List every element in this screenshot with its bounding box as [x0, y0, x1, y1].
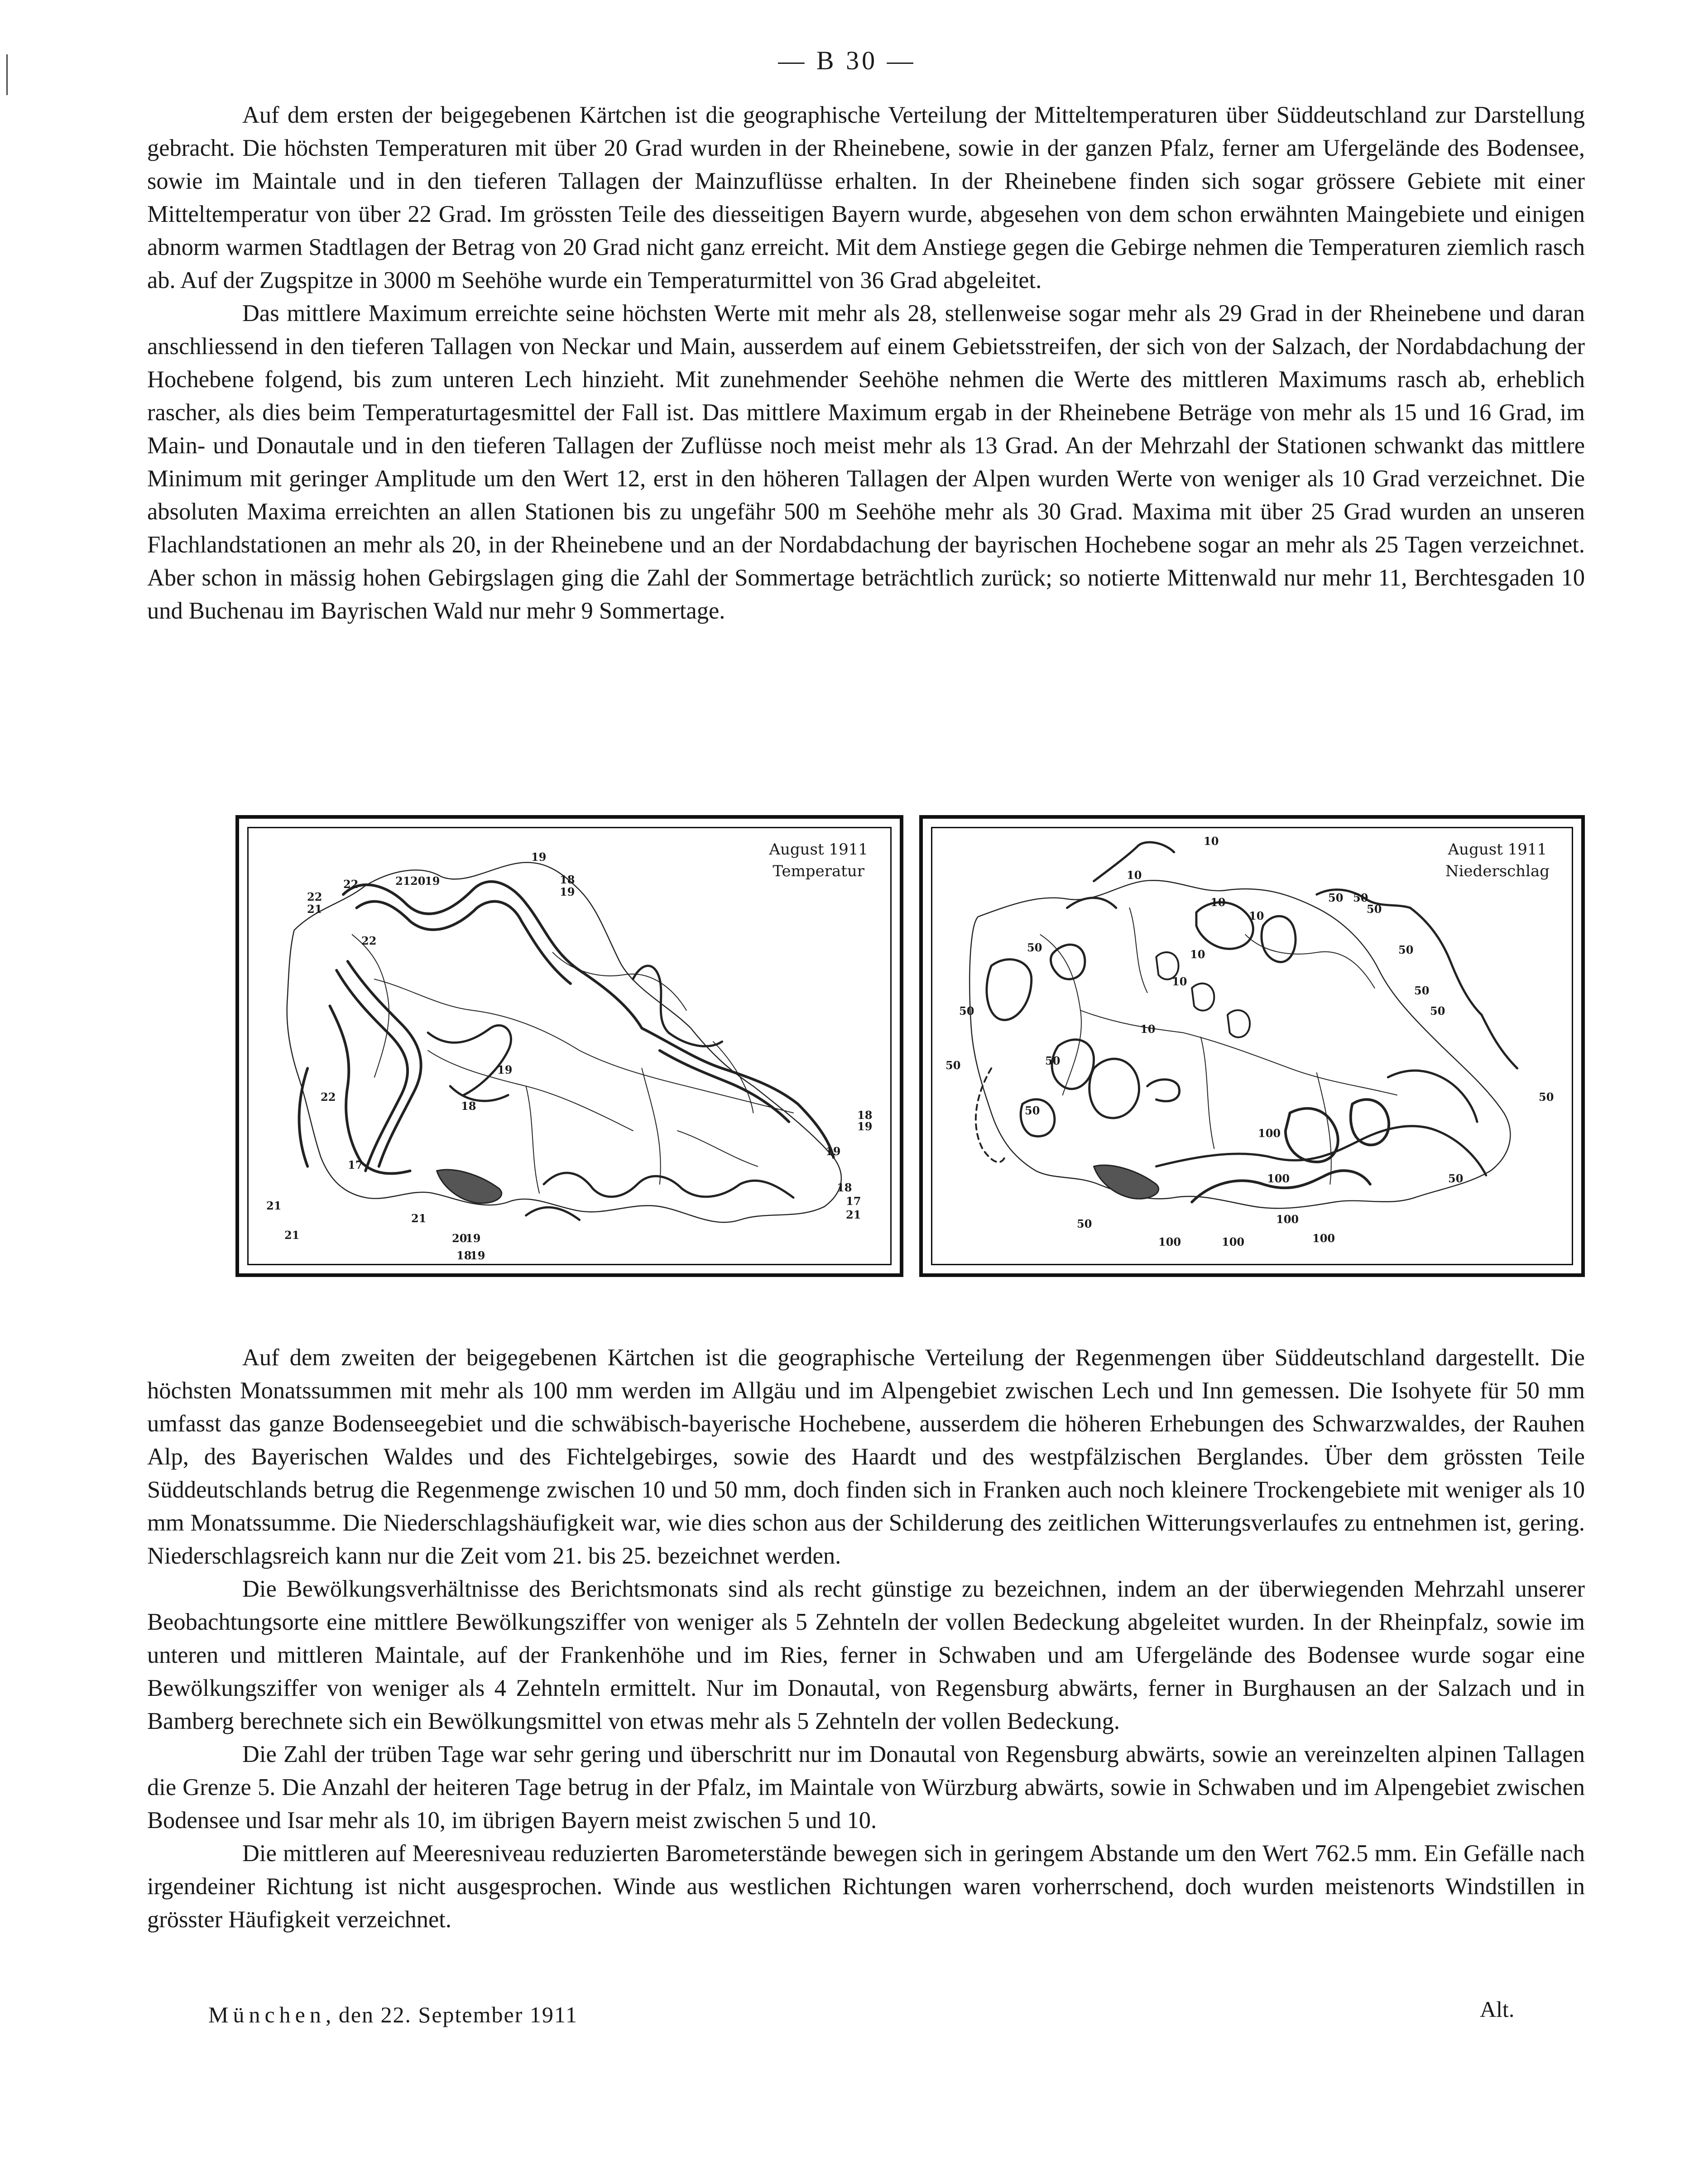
isohyet-label: 50 — [1328, 891, 1344, 904]
paragraph-precipitation: Auf dem zweiten der beigegebenen Kärtchen ist die geographische Verteilung der Regenmengen über Süddeutschland dargestellt. Die höchsten Monatssummen mit mehr als 100 mm werden im Allgäu und im Alpengebiet zwischen Lech und Inn gemessen. Die Isohyete für 50 mm umfasst das ganze Bodenseegebiet und die schwäbisch-bayerische Hochebene, ausserdem die höheren Erhebungen des Schwarzwaldes, der Rauhen Alp, des Bayerischen Waldes und des Fichtelgebirges, sowie des Haardt und des westpfälzischen Berglandes. Über dem grössten Teile Süddeutschlands betrug die Regenmenge zwischen 10 und 50 mm, doch finden sich in Franken auch noch kleinere Trockengebiete mit weniger als 10 mm Monatssumme. Die Niederschlagshäufigkeit war, wie dies schon aus der Schilderung des zeitlichen Witterungsverlaufes zu entnehmen ist, gering. Niederschlagsreich kann nur die Zeit vom 21. bis 25. bezeichnet werden. — [147, 1344, 1585, 1569]
isohyet-label: 100 — [1276, 1213, 1299, 1226]
paragraph-barometer: Die mittleren auf Meeresniveau reduzierten Barometerstände bewegen sich in geringem Abstande um den Wert 762.5 mm. Ein Gefälle nach irgendeiner Richtung ist nicht ausgesprochen. Winde aus westlichen Richtungen waren vorherrschend, doch wurden meistenorts Windstillen in grösster Häufigkeit verzeichnet. — [147, 1840, 1585, 1933]
text-section-temperature — [147, 99, 1585, 628]
isotherm-label: 19 — [497, 1063, 513, 1076]
temperature-map-title — [769, 839, 868, 882]
isohyet-label: 100 — [1158, 1235, 1181, 1248]
page-number: — B 30 — — [778, 46, 916, 75]
isohyet-label: 10 — [1204, 835, 1219, 848]
isohyet-label: 50 — [1367, 902, 1382, 916]
isotherm-label: 20 — [452, 1232, 467, 1245]
isotherm-label: 18 — [837, 1181, 852, 1194]
isotherm-label: 19 — [465, 1232, 481, 1245]
isotherm-label: 22 — [307, 890, 322, 903]
isohyet-label: 100 — [1267, 1172, 1290, 1185]
precipitation-map-title-month: August 1911 — [1448, 840, 1547, 859]
isotherm-label: 22 — [361, 934, 377, 947]
isohyet-label: 10 — [1190, 948, 1205, 961]
isotherm-label: 21 — [846, 1208, 861, 1221]
isotherm-label: 21 — [284, 1229, 300, 1242]
isohyet-label: 50 — [1077, 1217, 1092, 1230]
precipitation-map-title — [1445, 839, 1550, 882]
isotherm-label: 19 — [825, 1145, 841, 1158]
isohyet-label: 50 — [1448, 1172, 1464, 1185]
temperature-map-title-variable: Temperatur — [773, 862, 865, 880]
paragraph-maximum: Das mittlere Maximum erreichte seine höchsten Werte mit mehr als 28, stellenweise sogar mehr als 29 Grad in der Rheinebene und daran anschliessend in den tieferen Tallagen von Neckar und Main, ausserdem auf einem Gebietsstreifen, der sich von der Salzach, der Nordabdachung der Hochebene folgend, bis zum unteren Lech hinzieht. Mit zunehmender Seehöhe nehmen die Werte des mittleren Maximums rasch ab, erheblich rascher, als dies beim Temperaturtagesmittel der Fall ist. Das mittlere Maximum ergab in der Rheinebene Beträge von mehr als 15 und 16 Grad, im Main- und Donautale und in den tieferen Tallagen der Zuflüsse noch meist mehr als 13 Grad. An der Mehrzahl der Stationen schwankt das mittlere Minimum mit geringer Amplitude um den Wert 12, erst in den höheren Tallagen der Alpen wurden Werte von weniger als 10 Grad verzeichnet. Die absoluten Maxima erreichten an allen Stationen bis zu ungefähr 500 m Seehöhe mehr als 30 Grad. Maxima mit über 25 Grad wurden an unseren Flachlandstationen an mehr als 20, in der Rheinebene und an der Nordabdachung der bayrischen Hochebene sogar an mehr als 25 Tagen verzeichnet. Aber schon in mässig hohen Gebirgslagen ging die Zahl der Sommertage beträchtlich zurück; so notierte Mittenwald nur mehr 11, Berchtesgaden 10 und Buchenau im Bayrischen Wald nur mehr 9 Sommertage. — [147, 300, 1585, 624]
isotherm-label: 19 — [560, 885, 575, 898]
isohyet-label: 50 — [945, 1059, 961, 1072]
paragraph-cloudiness: Die Bewölkungsverhältnisse des Berichtsmonats sind als recht günstige zu bezeichnen, indem an der überwiegenden Mehrzahl unserer Beobachtungsorte eine mittlere Bewölkungsziffer von weniger als 5 Zehnteln der vollen Bedeckung abgeleitet wurden. In der Rheinpfalz, sowie im unteren und mittleren Maintale, auf der Frankenhöhe und im Ries, ferner in Schwaben und am Ufergelände des Bodensee wurde sogar eine Bewölkungsziffer von weniger als 4 Zehnteln ermittelt. Nur im Donautal, von Regensburg abwärts, ferner in Burghausen an der Salzach und in Bamberg berechnete sich ein Bewölkungsmittel von etwas mehr als 5 Zehnteln der vollen Bedeckung. — [147, 1576, 1585, 1734]
paragraph-cloudy-days: Die Zahl der trüben Tage war sehr gering und überschritt nur im Donautal von Regensburg abwärts, sowie an vereinzelten alpinen Tallagen die Grenze 5. Die Anzahl der heiteren Tage betrug in der Pfalz, im Maintale von Würzburg abwärts, sowie in Schwaben und im Alpengebiet zwischen Bodensee und Isar mehr als 10, im übrigen Bayern meist zwischen 5 und 10. — [147, 1741, 1585, 1834]
text-section-precipitation — [147, 1341, 1585, 1936]
precipitation-map-drawing — [923, 819, 1581, 1273]
isotherm-label: 21 — [395, 874, 411, 888]
isotherm-label: 19 — [470, 1249, 485, 1262]
isohyet-label: 50 — [1027, 941, 1042, 954]
isotherm-label: 19 — [857, 1120, 873, 1133]
isotherm-label: 21 — [307, 902, 322, 916]
precipitation-map — [919, 815, 1585, 1277]
paragraph-mean-temperature: Auf dem ersten der beigegebenen Kärtchen ist die geographische Verteilung der Mitteltemperaturen über Süddeutschland zur Darstellung gebracht. Die höchsten Temperaturen mit über 20 Grad wurden in der Rheinebene, sowie in der ganzen Pfalz, ferner am Ufergelände des Bodensee, sowie im Maintale und in den tieferen Tallagen der Mainzuflüsse erhalten. In der Rheinebene finden sich sogar grössere Gebiete mit einer Mitteltemperatur von über 22 Grad. Im grössten Teile des diesseitigen Bayern wurde, abgesehen von dem schon erwähnten Maingebiete und einigen abnorm warmen Stadtlagen der Betrag von 20 Grad nicht ganz erreicht. Mit dem Anstiege gegen die Gebirge nehmen die Temperaturen ziemlich rasch ab. Auf der Zugspitze in 3000 m Seehöhe wurde ein Temperaturmittel von 36 Grad abgeleitet. — [147, 102, 1585, 293]
isohyet-label: 10 — [1210, 896, 1226, 909]
isohyet-label: 100 — [1312, 1232, 1335, 1245]
isotherm-label: 18 — [456, 1249, 472, 1262]
isotherm-label: 19 — [531, 850, 547, 864]
precipitation-map-title-variable: Niederschlag — [1445, 862, 1550, 880]
isotherm-label: 21 — [411, 1212, 427, 1225]
isohyet-label: 50 — [1353, 891, 1368, 904]
isotherm-label: 20 — [410, 874, 426, 888]
footer-author: Alt. — [1480, 1997, 1515, 2022]
temperature-map-title-month: August 1911 — [769, 840, 868, 859]
isotherm-label: 19 — [425, 874, 440, 888]
isohyet-label: 10 — [1140, 1022, 1156, 1036]
isotherm-label: 18 — [857, 1109, 873, 1122]
isotherm-label: 17 — [348, 1158, 363, 1171]
isotherm-label: 17 — [846, 1195, 861, 1208]
isotherm-label: 22 — [321, 1090, 336, 1104]
isotherm-label: 18 — [560, 873, 575, 886]
isohyet-label: 100 — [1258, 1127, 1281, 1140]
isotherm-label: 22 — [343, 878, 359, 891]
isohyet-label: 50 — [1045, 1054, 1061, 1067]
isohyet-label: 10 — [1127, 869, 1142, 882]
isohyet-label: 50 — [959, 1004, 974, 1018]
isotherm-label: 21 — [266, 1199, 282, 1212]
footer-place-date — [208, 2002, 578, 2028]
footer-place: München — [208, 2002, 326, 2027]
isohyet-label: 50 — [1414, 984, 1430, 997]
isohyet-label: 50 — [1539, 1090, 1554, 1104]
isohyet-label: 10 — [1172, 975, 1187, 988]
isohyet-label: 50 — [1398, 943, 1414, 956]
isohyet-label: 10 — [1249, 909, 1264, 922]
isohyet-label: 50 — [1025, 1104, 1040, 1117]
isohyet-label: 100 — [1222, 1235, 1245, 1248]
temperature-map — [235, 815, 903, 1277]
footer-date: , den 22. September 1911 — [325, 2002, 578, 2027]
isotherm-label: 18 — [461, 1099, 476, 1113]
isohyet-label: 50 — [1430, 1004, 1445, 1018]
